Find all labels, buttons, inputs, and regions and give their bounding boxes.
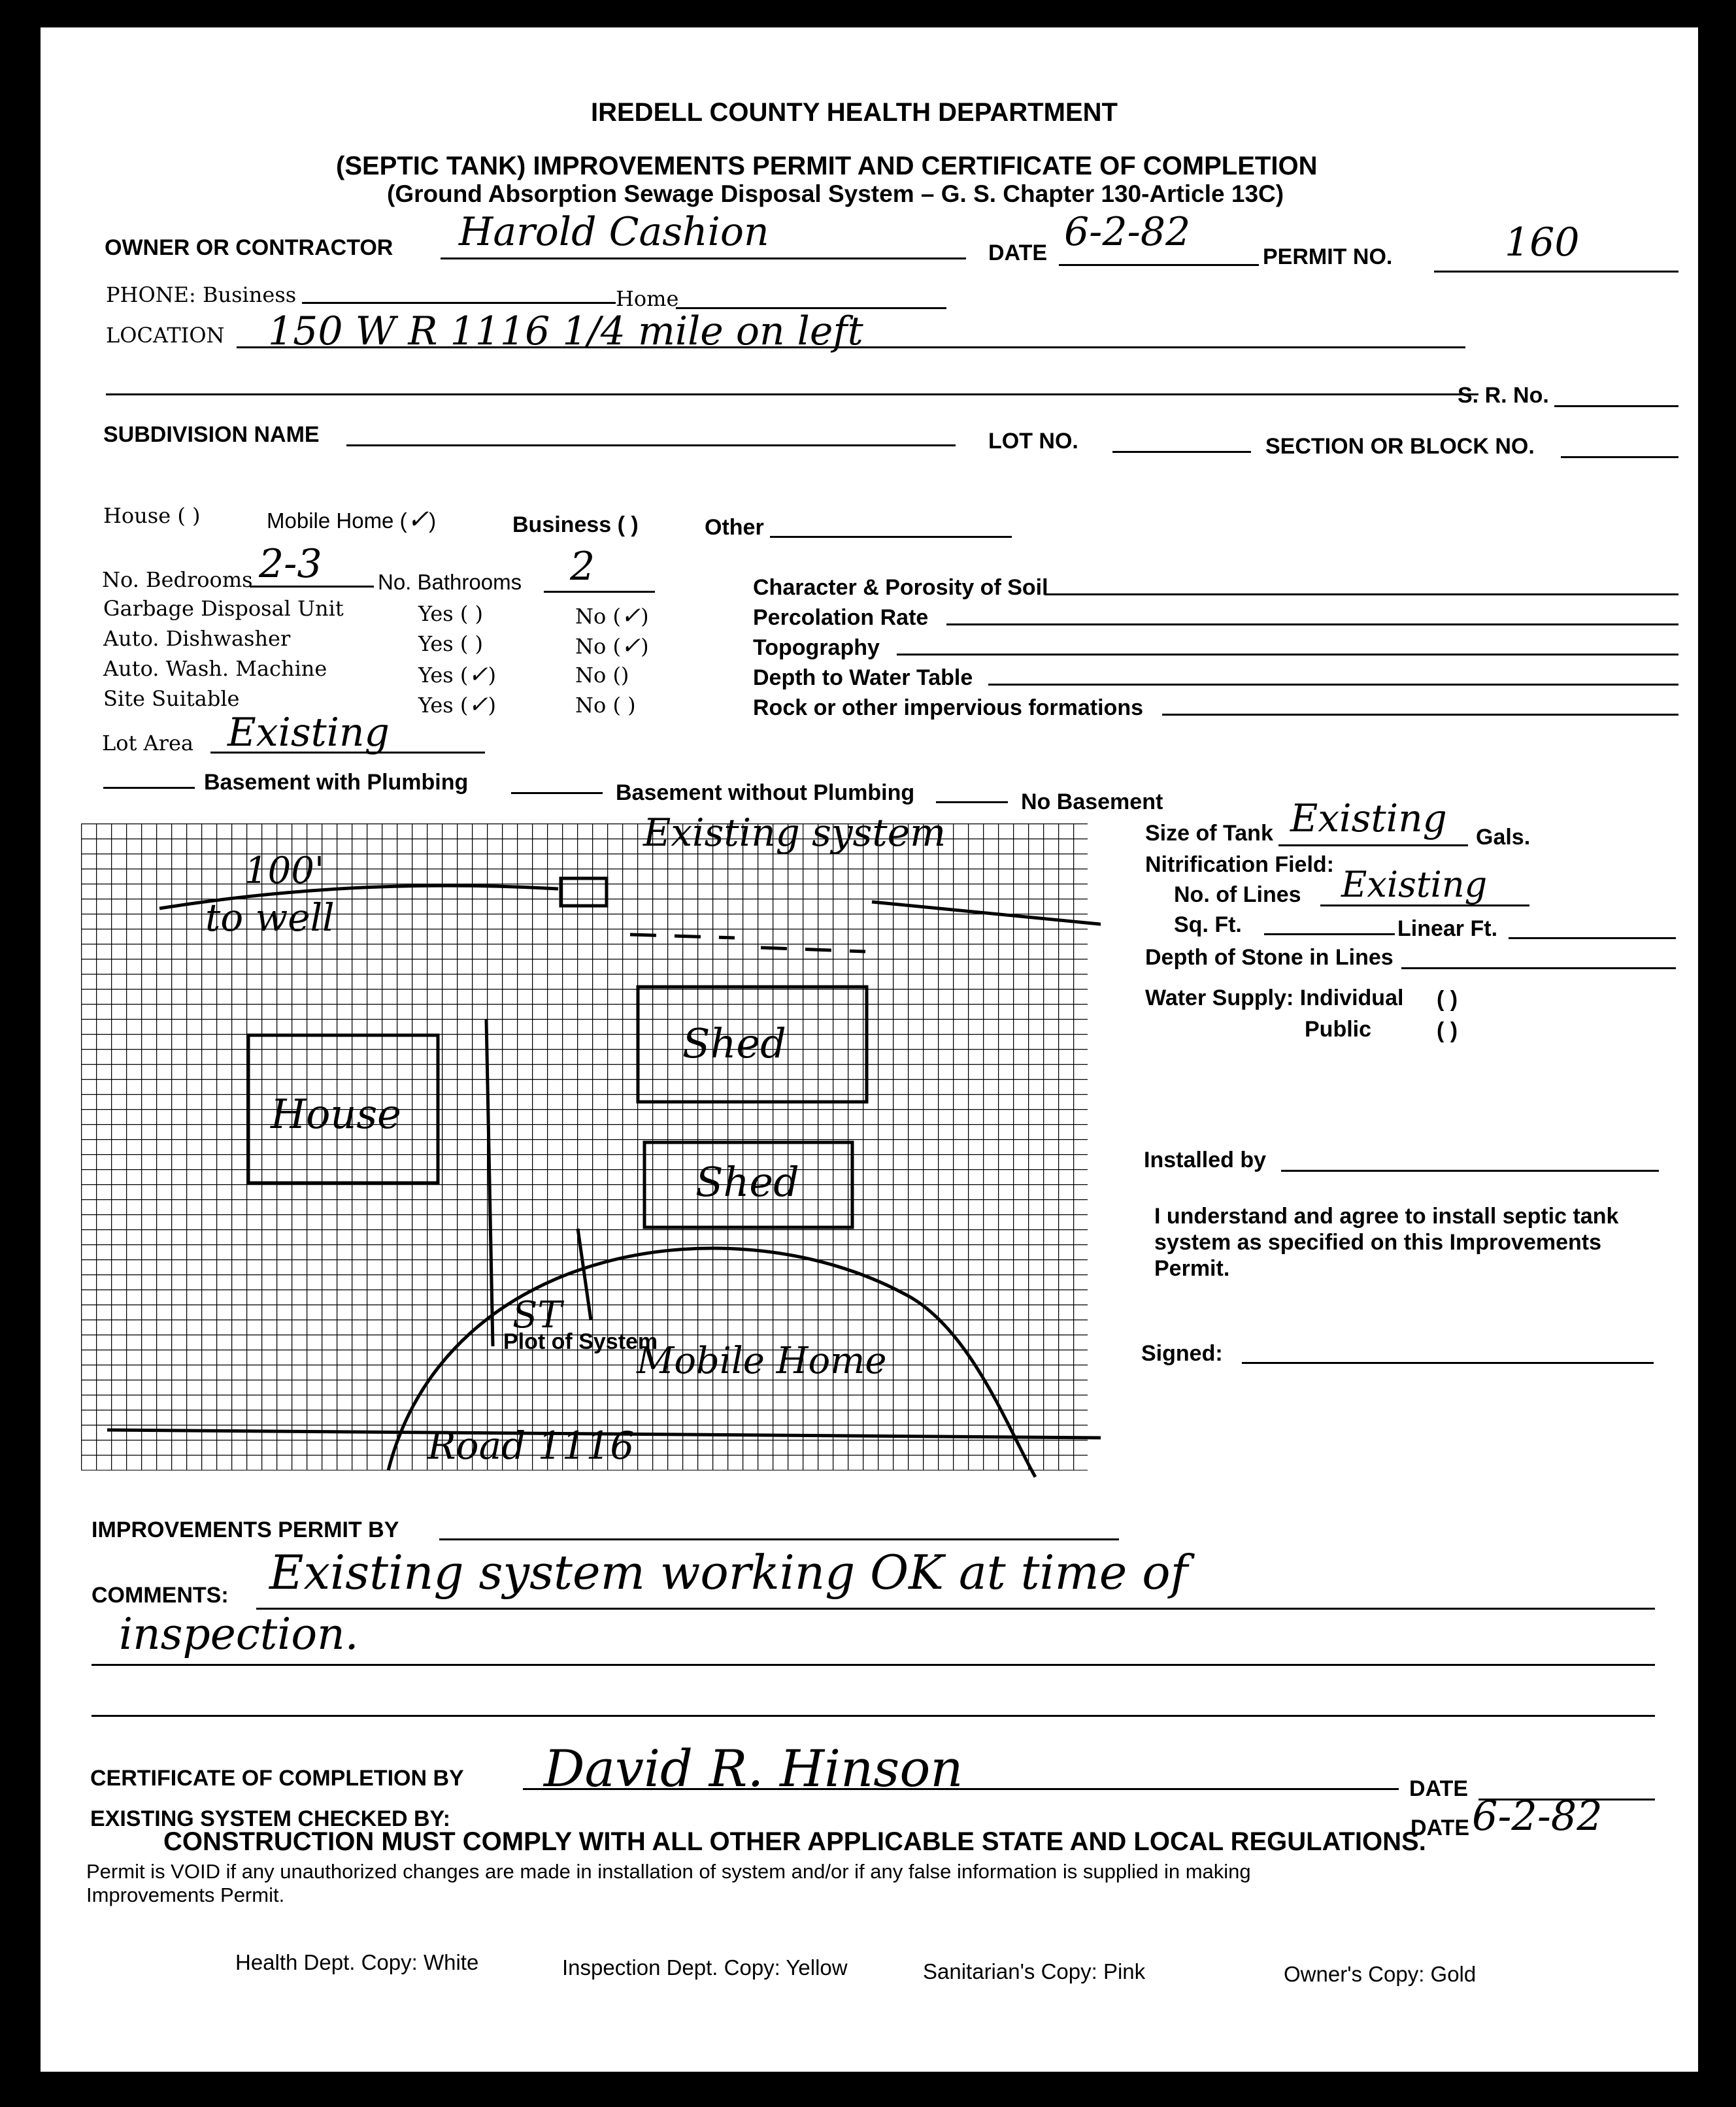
existing-system-note: Existing system bbox=[643, 810, 946, 855]
section-block-label: SECTION OR BLOCK NO. bbox=[1265, 434, 1535, 459]
form-title: (SEPTIC TANK) IMPROVEMENTS PERMIT AND CERTIFICATE OF COMPLETION bbox=[336, 152, 1318, 180]
garbage-label: Garbage Disposal Unit bbox=[103, 596, 344, 621]
checked-date-value: 6-2-82 bbox=[1472, 1792, 1603, 1840]
phone-home-label: Home bbox=[616, 286, 679, 311]
water-table-label: Depth to Water Table bbox=[753, 665, 973, 690]
basement-without-plumbing: Basement without Plumbing bbox=[616, 780, 915, 805]
owner-value: Harold Cashion bbox=[459, 209, 769, 255]
checked-by-label: EXISTING SYSTEM CHECKED BY: bbox=[90, 1806, 450, 1831]
water-public-paren: ( ) bbox=[1437, 1018, 1458, 1043]
sqft-label: Sq. Ft. bbox=[1174, 912, 1242, 937]
percolation-label: Percolation Rate bbox=[753, 605, 929, 630]
rock-label: Rock or other impervious formations bbox=[753, 695, 1143, 720]
void-notice-line-2: Improvements Permit. bbox=[86, 1883, 285, 1906]
improvements-by-label: IMPROVEMENTS PERMIT BY bbox=[92, 1518, 399, 1542]
lot-area-value: Existing bbox=[227, 710, 390, 755]
tank-size-value: Existing bbox=[1290, 796, 1447, 840]
date-value: 6-2-82 bbox=[1064, 209, 1191, 255]
copy-sanitarian: Sanitarian's Copy: Pink bbox=[923, 1959, 1146, 1983]
other-option: Other bbox=[705, 515, 764, 540]
plot-of-system-sketch bbox=[81, 810, 1101, 1484]
lines-label: No. of Lines bbox=[1174, 882, 1301, 907]
stone-depth-label: Depth of Stone in Lines bbox=[1145, 945, 1394, 970]
dishwasher-no: No (✓) bbox=[575, 633, 649, 659]
linear-ft-label: Linear Ft. bbox=[1397, 916, 1498, 941]
tank-sketch-label: ST bbox=[512, 1294, 562, 1336]
agreement-line-1: I understand and agree to install septic tank bbox=[1154, 1204, 1619, 1229]
date-label: DATE bbox=[988, 241, 1048, 265]
sr-no-label: S. R. No. bbox=[1458, 383, 1549, 408]
location-value: 150 W R 1116 1/4 mile on left bbox=[268, 308, 863, 354]
inspector-signature: David R. Hinson bbox=[544, 1740, 963, 1799]
mobile-home-option: Mobile Home (✓) bbox=[267, 505, 437, 535]
basement-with-plumbing: Basement with Plumbing bbox=[204, 770, 469, 795]
site-suitable-no: No ( ) bbox=[575, 693, 636, 718]
business-option: Business ( ) bbox=[512, 512, 639, 537]
comments-label: COMMENTS: bbox=[92, 1583, 229, 1608]
water-supply-label: Water Supply: Individual bbox=[1145, 986, 1404, 1010]
copy-inspection-dept: Inspection Dept. Copy: Yellow bbox=[562, 1955, 848, 1980]
owner-label: OWNER OR CONTRACTOR bbox=[105, 235, 393, 260]
void-notice-line-1: Permit is VOID if any unauthorized changes are made in installation of system and/or if any false information is supplied in making bbox=[86, 1860, 1251, 1883]
garbage-no: No (✓) bbox=[575, 603, 649, 629]
no-basement: No Basement bbox=[1021, 789, 1163, 814]
water-individual-paren: ( ) bbox=[1437, 987, 1458, 1012]
location-label: LOCATION bbox=[106, 323, 225, 348]
lot-no-label: LOT NO. bbox=[988, 429, 1078, 454]
certificate-date-label: DATE bbox=[1409, 1776, 1469, 1801]
distance-note: 100' bbox=[244, 850, 325, 892]
soil-character-label: Character & Porosity of Soil bbox=[753, 575, 1048, 600]
comments-line-1: Existing system working OK at time of bbox=[269, 1545, 1188, 1600]
tank-unit: Gals. bbox=[1476, 825, 1531, 850]
bedrooms-value: 2-3 bbox=[259, 541, 322, 587]
permit-no-label: PERMIT NO. bbox=[1263, 244, 1393, 269]
construction-notice: CONSTRUCTION MUST COMPLY WITH ALL OTHER APPLICABLE STATE AND LOCAL REGULATIONS. bbox=[163, 1827, 1426, 1856]
agreement-line-3: Permit. bbox=[1154, 1256, 1230, 1281]
bedrooms-label: No. Bedrooms bbox=[102, 567, 253, 592]
agreement-line-2: system as specified on this Improvements bbox=[1154, 1230, 1602, 1255]
bathrooms-value: 2 bbox=[570, 544, 595, 589]
comments-line-2: inspection. bbox=[119, 1609, 359, 1659]
to-well-note: to well bbox=[205, 895, 335, 940]
form-subtitle: (Ground Absorption Sewage Disposal System – G. S. Chapter 130-Article 13C) bbox=[387, 180, 1284, 207]
copy-health-dept: Health Dept. Copy: White bbox=[235, 1950, 479, 1974]
permit-no-value: 160 bbox=[1505, 220, 1580, 265]
shed-1-note: Shed bbox=[682, 1020, 786, 1067]
topography-label: Topography bbox=[753, 635, 880, 660]
site-suitable-yes: Yes (✓) bbox=[418, 691, 497, 718]
site-suitable-label: Site Suitable bbox=[103, 686, 240, 711]
phone-business-label: PHONE: Business bbox=[106, 282, 297, 307]
road-note: Road 1116 bbox=[427, 1423, 635, 1468]
garbage-yes: Yes ( ) bbox=[418, 601, 484, 626]
wash-machine-no: No () bbox=[575, 663, 629, 688]
checked-date-label: DATE bbox=[1410, 1816, 1470, 1840]
dishwasher-yes: Yes ( ) bbox=[418, 631, 484, 656]
dishwasher-label: Auto. Dishwasher bbox=[103, 626, 291, 651]
installed-by-label: Installed by bbox=[1144, 1148, 1267, 1172]
mobile-home-note: Mobile Home bbox=[637, 1340, 887, 1382]
signed-label: Signed: bbox=[1141, 1341, 1223, 1366]
wash-machine-yes: Yes (✓) bbox=[418, 661, 497, 688]
water-public-label: Public bbox=[1305, 1017, 1372, 1042]
agency-title: IREDELL COUNTY HEALTH DEPARTMENT bbox=[591, 98, 1118, 127]
house-option: House ( ) bbox=[103, 503, 201, 528]
wash-machine-label: Auto. Wash. Machine bbox=[103, 656, 327, 681]
copy-owner: Owner's Copy: Gold bbox=[1284, 1962, 1477, 1986]
certificate-by-label: CERTIFICATE OF COMPLETION BY bbox=[90, 1766, 464, 1791]
tank-size-label: Size of Tank bbox=[1145, 821, 1273, 846]
house-note: House bbox=[271, 1090, 401, 1138]
lot-area-label: Lot Area bbox=[102, 731, 193, 755]
subdivision-label: SUBDIVISION NAME bbox=[103, 422, 320, 447]
permit-form bbox=[41, 27, 1698, 2072]
shed-2-note: Shed bbox=[695, 1158, 799, 1206]
lines-value: Existing bbox=[1341, 864, 1488, 905]
bathrooms-label: No. Bathrooms bbox=[378, 570, 522, 594]
plot-caption: Plot of System bbox=[503, 1329, 658, 1354]
nitrification-label: Nitrification Field: bbox=[1145, 852, 1334, 877]
